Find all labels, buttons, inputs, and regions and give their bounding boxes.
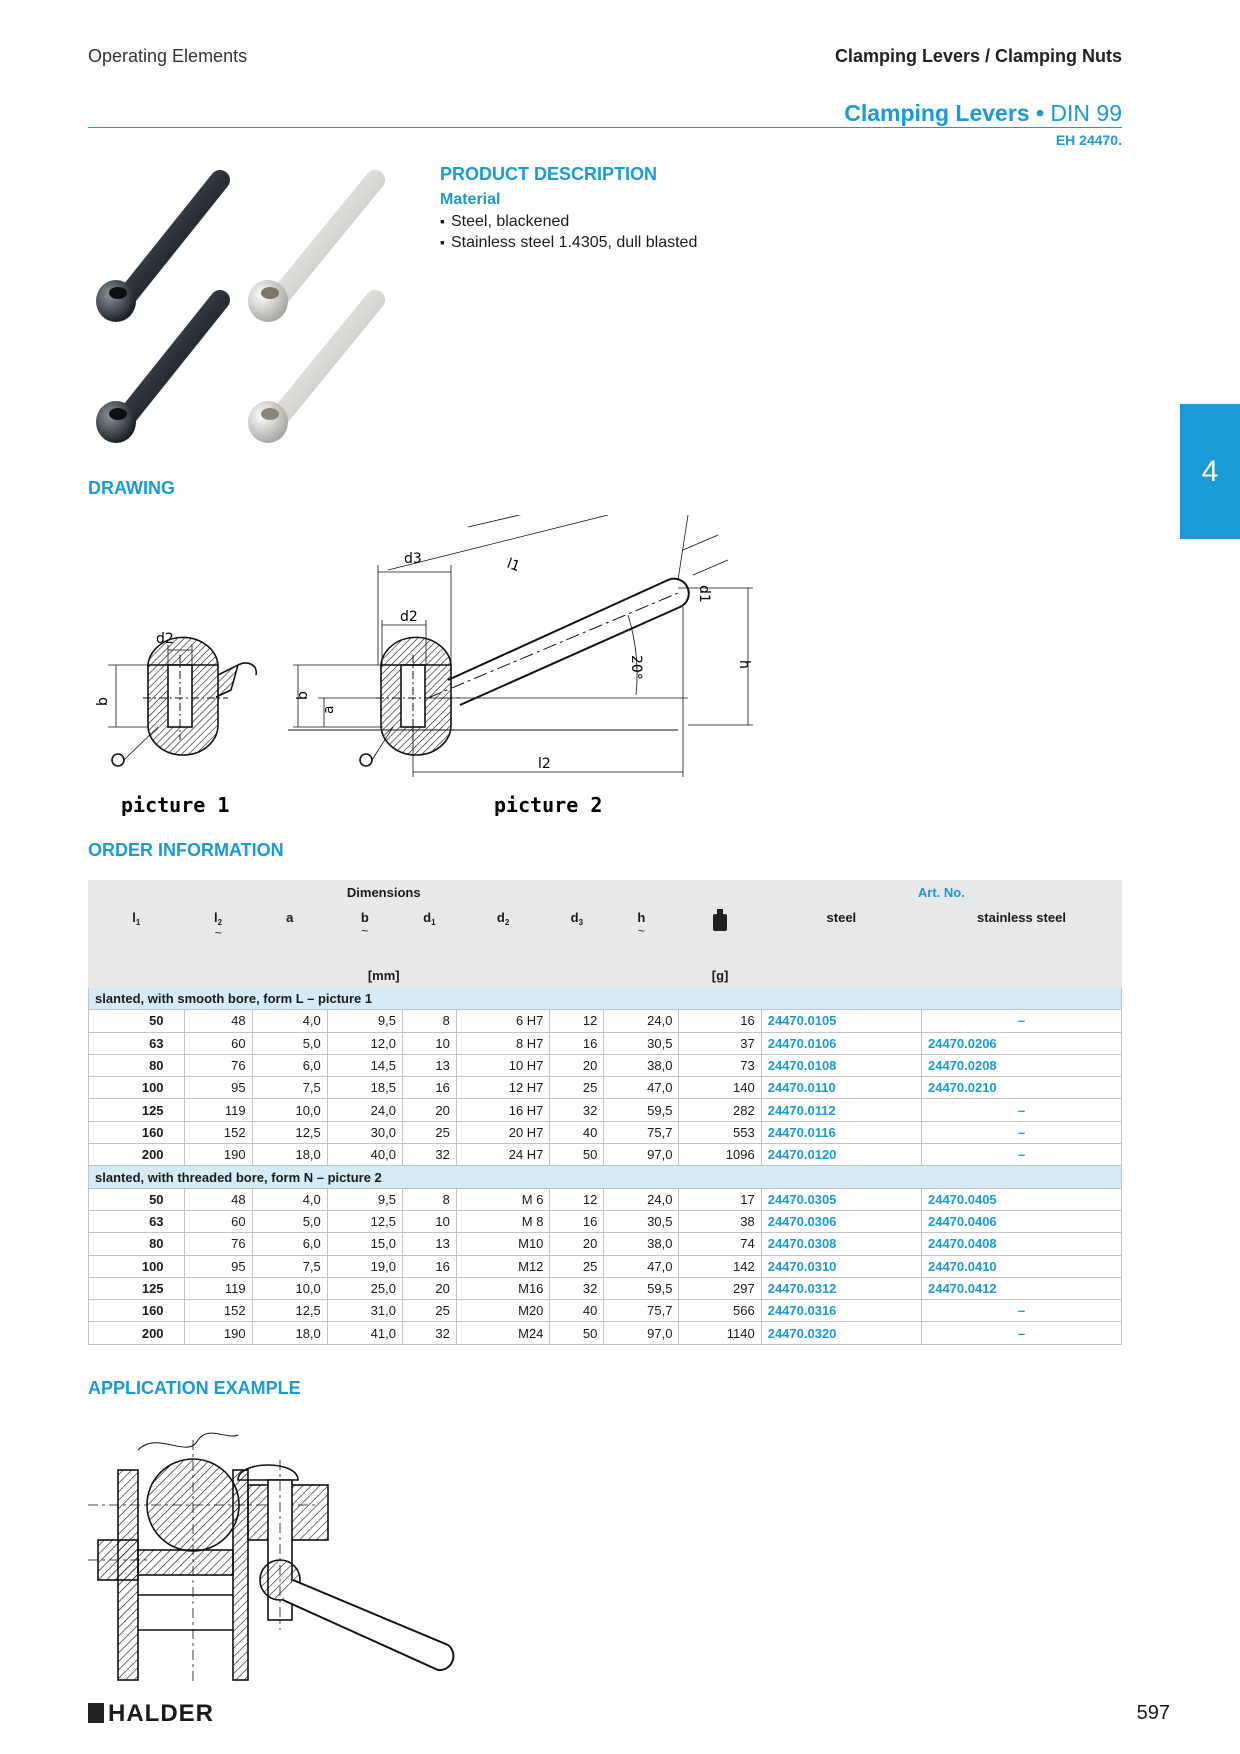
dim-d2-1: d2 [156,631,174,647]
art-no-link[interactable]: 24470.0308 [761,1233,921,1255]
art-no-link[interactable]: 24470.0208 [921,1054,1121,1076]
col-l2: $l_2$ ~ [184,904,252,963]
header-section: Operating Elements [88,46,248,66]
dim-d2-2: d2 [400,609,418,625]
col-d1: $d_1$ [402,904,456,963]
art-no-link[interactable]: 24470.0106 [761,1032,921,1054]
table-cell: 38,0 [604,1054,679,1076]
order-table [88,880,1122,1345]
dim-a: a [321,705,337,714]
table-cell: 74 [679,1233,761,1255]
table-cell: 190 [184,1322,252,1344]
table-cell: – [921,1010,1121,1032]
table-row [89,1032,1122,1054]
art-no-link[interactable]: 24470.0306 [761,1210,921,1232]
table-cell: 12 [550,1188,604,1210]
art-no-link[interactable]: 24470.0206 [921,1032,1121,1054]
table-cell: 7,5 [252,1077,327,1099]
table-cell: 38,0 [604,1233,679,1255]
table-cell: 100 [89,1077,185,1099]
page-number: 597 [1136,1702,1170,1724]
dim-d3: d3 [404,551,422,567]
table-cell: 17 [679,1188,761,1210]
group-row [89,988,1122,1010]
table-cell: M12 [456,1255,550,1277]
table-cell: 15,0 [327,1233,402,1255]
table-cell: 59,5 [604,1277,679,1299]
table-cell: 24,0 [604,1010,679,1032]
table-cell: 13 [402,1054,456,1076]
group-title: slanted, with threaded bore, form N – picture 2 [89,1166,1122,1188]
weight-icon [679,881,761,963]
table-cell: 30,5 [604,1210,679,1232]
table-cell: 100 [89,1255,185,1277]
table-cell: 31,0 [327,1300,402,1322]
col-b: b ~ [327,904,402,963]
art-no-link[interactable]: 24470.0316 [761,1300,921,1322]
product-photos [88,165,428,455]
col-d3: $d_3$ [550,904,604,963]
table-cell: 63 [89,1032,185,1054]
table-cell: 59,5 [604,1099,679,1121]
table-cell: 5,0 [252,1032,327,1054]
art-no-link[interactable]: 24470.0120 [761,1144,921,1166]
halder-logo-icon [88,1703,104,1723]
brand-logo [88,1700,214,1728]
table-cell: 75,7 [604,1300,679,1322]
header-category: Clamping Levers / Clamping Nuts [834,46,1122,66]
lever-silver-1 [248,180,375,322]
page-title [844,100,1122,127]
table-cell: 20 H7 [456,1121,550,1143]
table-cell: M10 [456,1233,550,1255]
art-no-link[interactable]: 24470.0405 [921,1188,1121,1210]
table-cell: 4,0 [252,1188,327,1210]
table-cell: 32 [402,1322,456,1344]
table-cell: 20 [550,1233,604,1255]
table-row [89,1077,1122,1099]
art-no-link[interactable]: 24470.0406 [921,1210,1121,1232]
table-cell: 18,0 [252,1322,327,1344]
application-drawing [88,1420,518,1690]
table-cell: 95 [184,1077,252,1099]
table-cell: 20 [402,1277,456,1299]
table-cell: 16 [402,1255,456,1277]
table-row [89,1210,1122,1232]
table-cell: 40 [550,1121,604,1143]
table-cell: 19,0 [327,1255,402,1277]
table-cell: 40 [550,1300,604,1322]
table-cell: 63 [89,1210,185,1232]
table-cell: 47,0 [604,1077,679,1099]
material-item: ▪ Stainless steel 1.4305, dull blasted [440,232,697,253]
table-cell: 73 [679,1054,761,1076]
table-cell: 30,0 [327,1121,402,1143]
dimensions-label: Dimensions [89,881,679,904]
material-list [440,211,697,253]
table-cell: M24 [456,1322,550,1344]
table-cell: – [921,1121,1121,1143]
table-cell: 1140 [679,1322,761,1344]
table-cell: 50 [89,1188,185,1210]
col-steel: steel [761,904,921,963]
table-cell: 9,5 [327,1188,402,1210]
col-a: a [252,904,327,963]
table-cell: 95 [184,1255,252,1277]
table-cell: 25 [402,1300,456,1322]
table-cell: 25,0 [327,1277,402,1299]
table-row [89,1054,1122,1076]
product-code: EH 24470. [1055,132,1122,148]
table-cell: 76 [184,1233,252,1255]
table-cell: – [921,1300,1121,1322]
table-row [89,1144,1122,1166]
title-bullet: • [1035,100,1045,126]
table-cell: 152 [184,1300,252,1322]
order-body [89,988,1122,1345]
table-cell: 6 H7 [456,1010,550,1032]
table-cell: 50 [89,1010,185,1032]
art-no-link[interactable]: 24470.0312 [761,1277,921,1299]
table-row [89,1121,1122,1143]
lever-black-1 [96,180,220,322]
table-cell: 18,5 [327,1077,402,1099]
table-cell: 12 [550,1010,604,1032]
table-cell: 12,5 [327,1210,402,1232]
dim-h: h [736,660,752,669]
table-cell: 38 [679,1210,761,1232]
table-cell: 119 [184,1277,252,1299]
art-no-link[interactable]: 24470.0105 [761,1010,921,1032]
table-cell: 125 [89,1277,185,1299]
dim-angle: 20° [628,655,644,680]
application-heading: APPLICATION EXAMPLE [88,1378,301,1398]
table-cell: 10 [402,1032,456,1054]
title-standard: DIN 99 [1050,100,1122,126]
table-cell: 50 [550,1322,604,1344]
table-cell: M 6 [456,1188,550,1210]
col-l1: $l_1$ [89,904,185,963]
table-cell: 41,0 [327,1322,402,1344]
table-cell: – [921,1322,1121,1344]
col-h: h ~ [604,904,679,963]
table-cell: 5,0 [252,1210,327,1232]
table-cell: M16 [456,1277,550,1299]
table-cell: 32 [402,1144,456,1166]
table-cell: 40,0 [327,1144,402,1166]
table-cell: 7,5 [252,1255,327,1277]
table-cell: 9,5 [327,1010,402,1032]
table-cell: 8 H7 [456,1032,550,1054]
table-row [89,1255,1122,1277]
table-cell: 125 [89,1099,185,1121]
brand-name: HALDER [108,1700,214,1727]
table-row [89,1233,1122,1255]
table-cell: – [921,1144,1121,1166]
table-cell: 32 [550,1277,604,1299]
art-no-link[interactable]: 24470.0110 [761,1077,921,1099]
table-cell: 47,0 [604,1255,679,1277]
table-cell: 200 [89,1144,185,1166]
table-cell: 12,0 [327,1032,402,1054]
table-cell: 16 [402,1077,456,1099]
table-cell: 97,0 [604,1144,679,1166]
picture-1-label: picture 1 [121,793,230,817]
table-row [89,1188,1122,1210]
chapter-tab[interactable]: 4 [1180,404,1240,539]
table-cell: 48 [184,1188,252,1210]
table-cell: 76 [184,1054,252,1076]
table-cell: – [921,1099,1121,1121]
table-row [89,1300,1122,1322]
material-item: ▪ Steel, blackened [440,211,697,232]
table-cell: 200 [89,1322,185,1344]
art-no-link[interactable]: 24470.0310 [761,1255,921,1277]
table-cell: 12 H7 [456,1077,550,1099]
art-no-link[interactable]: 24470.0305 [761,1188,921,1210]
artno-label: Art. No. [761,881,1121,904]
table-cell: M 8 [456,1210,550,1232]
table-cell: 152 [184,1121,252,1143]
table-cell: 24 H7 [456,1144,550,1166]
table-cell: 25 [550,1077,604,1099]
picture-2-label: picture 2 [494,793,603,817]
art-no-link[interactable]: 24470.0320 [761,1322,921,1344]
unit-mm: [mm] [89,963,679,988]
table-cell: 553 [679,1121,761,1143]
table-cell: 190 [184,1144,252,1166]
table-cell: 282 [679,1099,761,1121]
table-cell: 10,0 [252,1277,327,1299]
drawing-picture-1 [108,637,256,766]
table-cell: 10,0 [252,1099,327,1121]
table-cell: 16 [679,1010,761,1032]
table-row [89,1010,1122,1032]
header-rule [88,127,1122,128]
table-cell: 75,7 [604,1121,679,1143]
table-cell: 119 [184,1099,252,1121]
table-cell: 97,0 [604,1322,679,1344]
table-cell: 16 [550,1210,604,1232]
art-no-link[interactable]: 24470.0210 [921,1077,1121,1099]
table-cell: 8 [402,1010,456,1032]
table-row [89,1277,1122,1299]
table-cell: 8 [402,1188,456,1210]
table-cell: 37 [679,1032,761,1054]
table-cell: 50 [550,1144,604,1166]
table-cell: 80 [89,1233,185,1255]
art-no-link[interactable]: 24470.0116 [761,1121,921,1143]
table-cell: 160 [89,1121,185,1143]
table-cell: 12,5 [252,1121,327,1143]
material-label: Material [440,191,501,208]
art-no-link[interactable]: 24470.0408 [921,1233,1121,1255]
title-name: Clamping Levers [844,100,1030,126]
dim-l2: l2 [538,756,551,772]
table-cell: 25 [402,1121,456,1143]
table-cell: 20 [402,1099,456,1121]
table-cell: 24,0 [327,1099,402,1121]
table-cell: 30,5 [604,1032,679,1054]
dim-b-2: b [295,691,311,700]
col-stainless: stainless steel [921,904,1121,963]
description-heading: PRODUCT DESCRIPTION [440,164,658,184]
table-cell: 140 [679,1077,761,1099]
table-cell: 142 [679,1255,761,1277]
table-row [89,1322,1122,1344]
order-heading: ORDER INFORMATION [88,840,284,860]
table-cell: 4,0 [252,1010,327,1032]
table-cell: 6,0 [252,1233,327,1255]
table-cell: 12,5 [252,1300,327,1322]
table-cell: 24,0 [604,1188,679,1210]
table-cell: 80 [89,1054,185,1076]
table-cell: 10 [402,1210,456,1232]
table-row [89,1099,1122,1121]
art-no-link[interactable]: 24470.0112 [761,1099,921,1121]
dim-d1: d1 [696,585,712,603]
table-cell: 6,0 [252,1054,327,1076]
table-cell: 297 [679,1277,761,1299]
table-cell: 13 [402,1233,456,1255]
art-no-link[interactable]: 24470.0412 [921,1277,1121,1299]
table-cell: 25 [550,1255,604,1277]
table-cell: 18,0 [252,1144,327,1166]
table-cell: 60 [184,1032,252,1054]
dim-l1: l1 [504,555,523,576]
drawing-picture-2 [288,515,753,777]
table-cell: M20 [456,1300,550,1322]
table-cell: 1096 [679,1144,761,1166]
table-cell: 48 [184,1010,252,1032]
col-d2: $d_2$ [456,904,550,963]
table-cell: 160 [89,1300,185,1322]
art-no-link[interactable]: 24470.0410 [921,1255,1121,1277]
table-cell: 60 [184,1210,252,1232]
table-cell: 566 [679,1300,761,1322]
table-cell: 10 H7 [456,1054,550,1076]
drawing-heading: DRAWING [88,478,175,498]
table-cell: 16 [550,1032,604,1054]
art-no-link[interactable]: 24470.0108 [761,1054,921,1076]
group-row [89,1166,1122,1188]
dim-b-1: b [95,697,111,706]
group-title: slanted, with smooth bore, form L – picture 1 [89,988,1122,1010]
table-cell: 32 [550,1099,604,1121]
table-cell: 16 H7 [456,1099,550,1121]
table-cell: 14,5 [327,1054,402,1076]
unit-g: [g] [679,963,761,988]
table-cell: 20 [550,1054,604,1076]
technical-drawing [88,515,788,825]
